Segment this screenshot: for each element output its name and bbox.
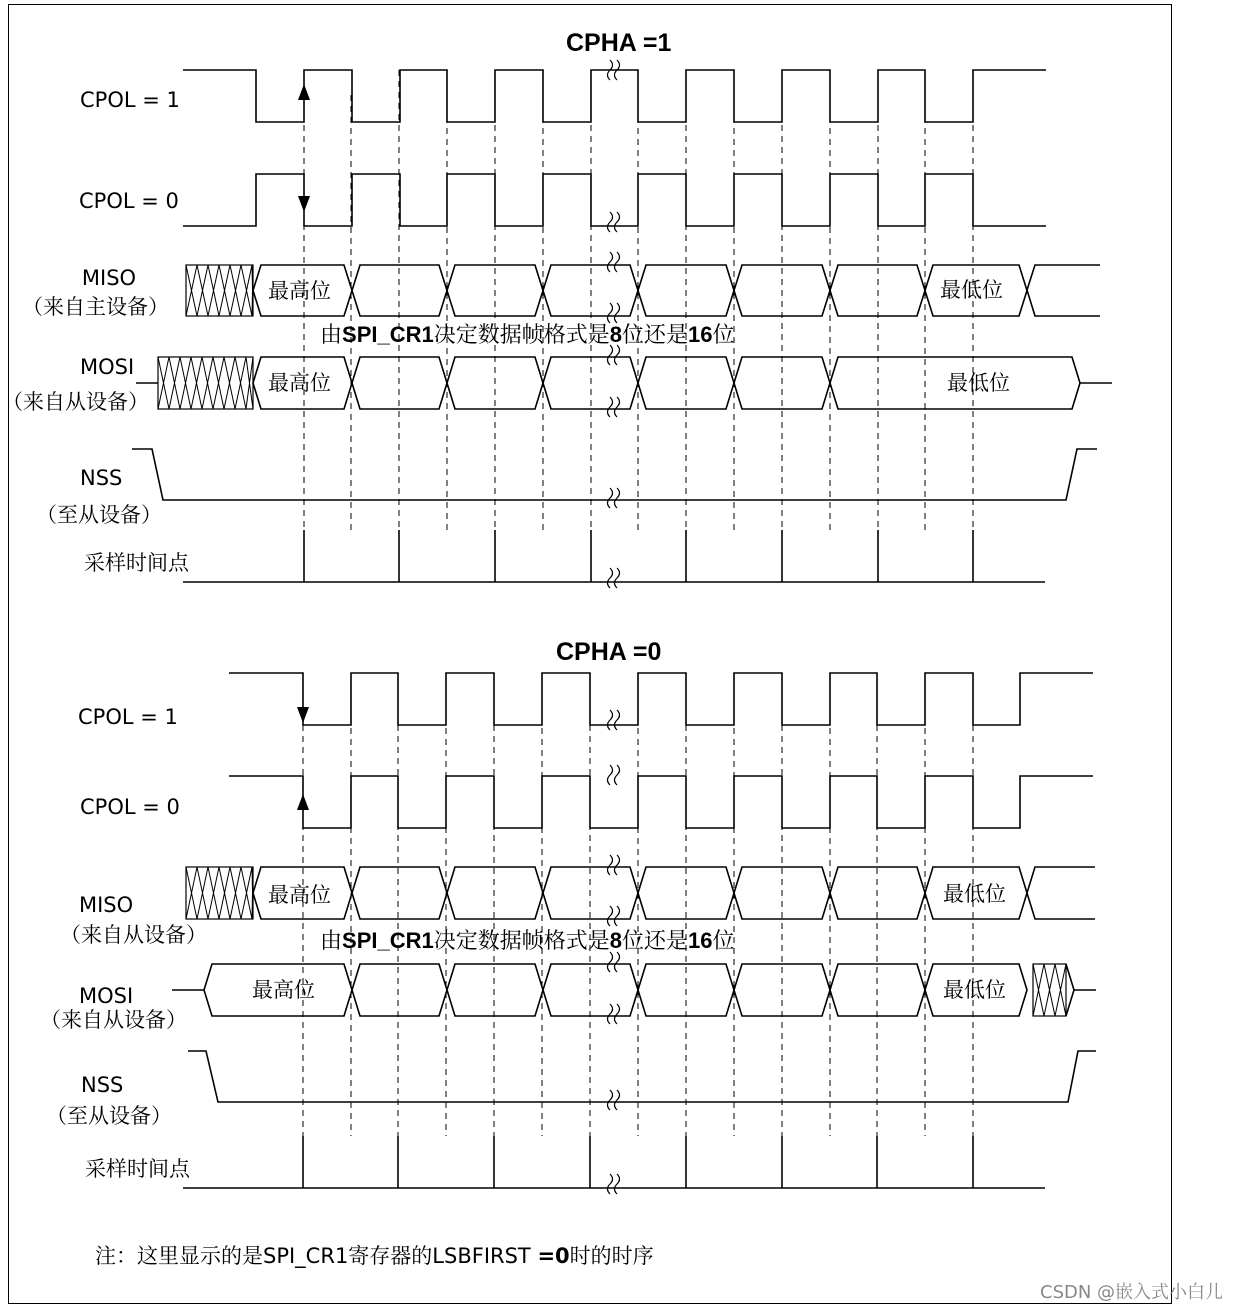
bottom-miso-break (608, 855, 620, 875)
top-mosi-sub: （来自从设备） (2, 390, 149, 414)
top-nss-label: NSS (80, 466, 123, 490)
bottom-mosi-lsb: 最低位 (943, 978, 1006, 1002)
top-cpol1-label: CPOL = 1 (80, 88, 180, 112)
top-frame-mid: 决定数据帧格式是 (433, 323, 610, 348)
top-nss-wave (132, 449, 1097, 500)
top-miso-lsb: 最低位 (940, 278, 1003, 302)
top-miso-tail (1027, 290, 1100, 316)
bottom-cpol0-break (608, 765, 620, 785)
bottom-mosi-bus-cell (447, 964, 543, 1016)
bottom-nss-label: NSS (81, 1073, 124, 1097)
bottom-mosi-sub: （来自从设备） (40, 1008, 187, 1032)
bottom-mosi-bus-cell (352, 964, 447, 1016)
top-sample-label: 采样时间点 (84, 551, 189, 575)
top-miso-tail (1027, 265, 1100, 290)
bottom-nss-sub: （至从设备） (46, 1104, 172, 1128)
bottom-cpol1-break (608, 710, 620, 730)
top-frame-bold1: SPI_CR1 (342, 322, 434, 347)
footnote (95, 1246, 654, 1267)
top-mosi-break (608, 345, 620, 365)
bottom-miso-sub: （来自从设备） (60, 923, 207, 947)
top-nss-sub: （至从设备） (36, 503, 162, 527)
top-miso-break (608, 252, 620, 272)
top-miso-break (608, 303, 620, 323)
bottom-miso-tail (1027, 867, 1095, 893)
top-frame-pre: 由 (320, 323, 343, 348)
top-nss-break (608, 488, 620, 508)
bottom-miso-msb: 最高位 (268, 883, 331, 907)
bottom-frame-pre: 由 (320, 929, 343, 954)
bottom-miso-tail (1027, 893, 1095, 919)
top-mosi-msb: 最高位 (268, 371, 331, 395)
top-cpol1-wave (183, 70, 1046, 122)
footnote-pre: 注：这里显示的是SPI_CR1寄存器的LSBFIRST (95, 1244, 538, 1268)
top-sample-break (608, 568, 620, 588)
top-title: CPHA =1 (566, 29, 672, 57)
footnote-bold: =0 (537, 1244, 570, 1268)
footnote-post: 时的时序 (569, 1244, 654, 1268)
bottom-miso-break (608, 906, 620, 926)
top-mosi-break (608, 397, 620, 417)
bottom-nss-break (608, 1090, 620, 1110)
top-cpol0-wave (183, 174, 1046, 226)
bottom-miso-bus-cell (447, 867, 543, 919)
bottom-miso-label: MISO (79, 893, 134, 917)
bottom-cpol1-label: CPOL = 1 (78, 705, 178, 729)
bottom-mosi-label: MOSI (79, 984, 134, 1008)
bottom-frame-bold3: 16 (688, 928, 713, 953)
top-mosi-lsb: 最低位 (947, 371, 1010, 395)
top-cpol0-label: CPOL = 0 (79, 189, 179, 213)
bottom-nss-wave (188, 1051, 1096, 1102)
watermark: CSDN @嵌入式小白儿 (1040, 1282, 1224, 1303)
bottom-frame-mid2: 位还是 (622, 929, 689, 954)
bottom-mosi-break (608, 1004, 620, 1024)
bottom-cpol0-wave (229, 776, 1093, 828)
top-mosi-x-box (158, 357, 253, 409)
top-miso-msb: 最高位 (268, 279, 331, 303)
top-frame-bold3: 16 (688, 322, 713, 347)
top-frame-format-note (320, 324, 735, 347)
bottom-mosi-msb: 最高位 (252, 978, 315, 1002)
bottom-title: CPHA =0 (556, 638, 662, 666)
top-frame-post: 位 (712, 323, 735, 348)
top-miso-sub: （来自主设备） (22, 295, 169, 319)
top-miso-label: MISO (81, 266, 137, 290)
bottom-frame-bold1: SPI_CR1 (342, 928, 434, 953)
top-cpol0-break (608, 212, 620, 232)
bottom-frame-post: 位 (712, 929, 735, 954)
bottom-mosi-break (608, 952, 620, 972)
bottom-sample-break (608, 1174, 620, 1194)
bottom-cpol1-wave (229, 673, 1093, 725)
top-frame-mid2: 位还是 (622, 323, 689, 348)
bottom-mosi-tail (1066, 964, 1074, 1016)
bottom-cpol0-label: CPOL = 0 (80, 795, 180, 819)
bottom-miso-bus-cell (352, 867, 447, 919)
bottom-frame-bold2: 8 (609, 928, 622, 953)
top-frame-bold2: 8 (609, 322, 622, 347)
bottom-miso-lsb: 最低位 (943, 882, 1006, 906)
top-mosi-label: MOSI (80, 355, 135, 379)
bottom-frame-mid: 决定数据帧格式是 (433, 929, 610, 954)
bottom-frame-format-note (320, 930, 735, 953)
bottom-cpol1-arrow (297, 707, 309, 723)
bottom-sample-label: 采样时间点 (85, 1157, 190, 1181)
